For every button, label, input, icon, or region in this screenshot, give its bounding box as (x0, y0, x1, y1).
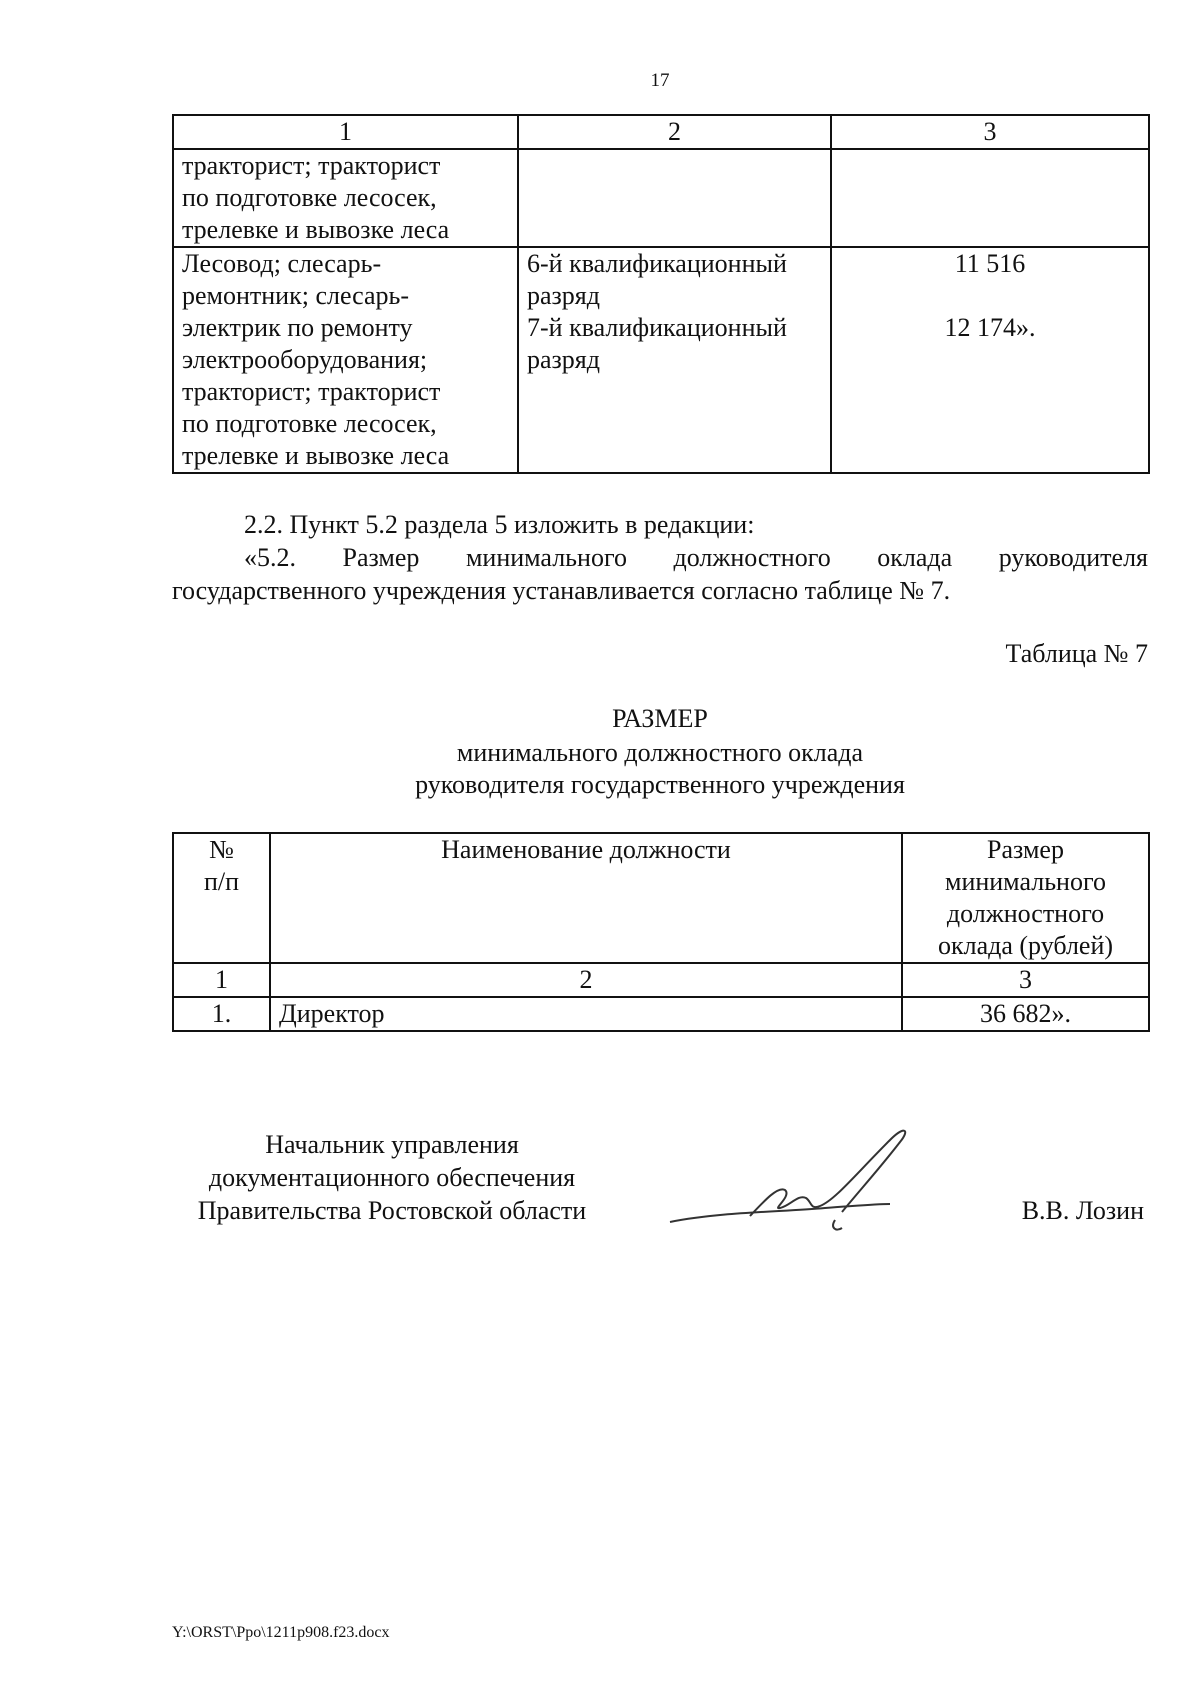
salary-cell: 11 516 12 174». (831, 247, 1149, 473)
header-cell: 3 (831, 115, 1149, 149)
table-subtitle-line2: руководителя государственного учреждения (415, 770, 905, 799)
grade-cell (518, 149, 831, 247)
table-row (173, 247, 1149, 473)
table-title: РАЗМЕР (612, 704, 708, 733)
header-cell: 2 (518, 115, 831, 149)
salary-table-continuation (172, 114, 1150, 474)
position-cell: Директор (270, 997, 902, 1031)
index-cell: 1 (173, 963, 270, 997)
header-cell: 1 (173, 115, 518, 149)
number-cell: 1. (173, 997, 270, 1031)
page-number: 17 (650, 70, 670, 91)
paragraph-quote-start: «5.2. Размер минимального должностного оклада руководителя (244, 543, 1148, 572)
header-salary-size: Размер минимального должностного оклада (рублей) (902, 833, 1149, 963)
table-header-row (173, 115, 1149, 149)
handwritten-signature (660, 1120, 950, 1240)
header-number: № п/п (173, 833, 270, 963)
signatory-title: Начальник управления документационного обеспечения Правительства Ростовской области (197, 1130, 587, 1225)
paragraph-quote-end: государственного учреждения устанавливается согласно таблице № 7. (172, 576, 951, 605)
table-subtitle-line1: минимального должностного оклада (456, 738, 864, 767)
salary-cell: 36 682». (902, 997, 1149, 1031)
director-salary-table (172, 832, 1150, 1032)
signatory-name: В.В. Лозин (1021, 1196, 1144, 1225)
table-index-row (173, 963, 1149, 997)
table-row (173, 149, 1149, 247)
grade-cell: 6-й квалификационный разряд 7-й квалификационный разряд (518, 247, 831, 473)
paragraph-amendment: 2.2. Пункт 5.2 раздела 5 изложить в редакции: (244, 510, 755, 539)
position-cell: тракторист; тракторист по подготовке лесосек, трелевке и вывозке леса (173, 149, 518, 247)
footer-file-path: Y:\ORST\Ppo\1211p908.f23.docx (172, 1624, 390, 1641)
table-header-row (173, 833, 1149, 963)
position-cell: Лесовод; слесарь- ремонтник; слесарь- электрик по ремонту электрооборудования; тракторист; тракторист по подготовке лесосек, трелевке и вывозке леса (173, 247, 518, 473)
table-label: Таблица № 7 (1005, 639, 1148, 668)
table-row (173, 997, 1149, 1031)
header-position-name: Наименование должности (270, 833, 902, 963)
salary-cell (831, 149, 1149, 247)
index-cell: 2 (270, 963, 902, 997)
index-cell: 3 (902, 963, 1149, 997)
